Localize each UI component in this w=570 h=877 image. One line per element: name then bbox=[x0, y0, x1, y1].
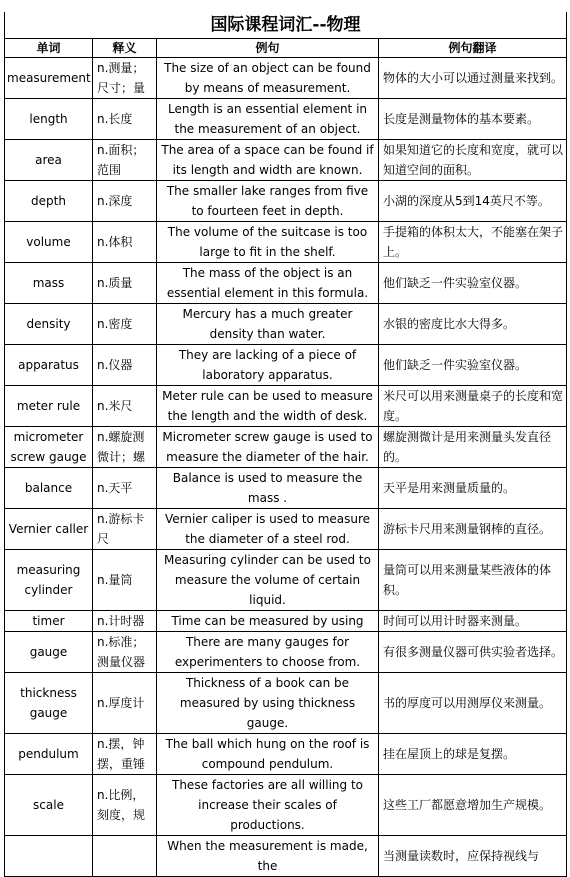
table-row bbox=[5, 673, 567, 734]
definition-cell: n.米尺 bbox=[93, 386, 157, 427]
translation-cell: 挂在屋顶上的球是复摆。 bbox=[379, 734, 567, 775]
translation-cell: 米尺可以用来测量桌子的长度和宽度。 bbox=[379, 386, 567, 427]
word-cell: scale bbox=[5, 775, 93, 836]
word-cell: area bbox=[5, 140, 93, 181]
definition-cell: n.螺旋测微计；螺 bbox=[93, 427, 157, 468]
translation-cell: 时间可以用计时器来测量。 bbox=[379, 611, 567, 632]
example-cell: When the measurement is made, the bbox=[157, 836, 379, 877]
definition-cell: n.测量；尺寸；量 bbox=[93, 58, 157, 99]
table-row bbox=[5, 611, 567, 632]
word-cell: thickness gauge bbox=[5, 673, 93, 734]
definition-cell: n.游标卡尺 bbox=[93, 509, 157, 550]
table-row bbox=[5, 140, 567, 181]
word-cell: mass bbox=[5, 263, 93, 304]
example-cell: The size of an object can be found by means of measurement. bbox=[157, 58, 379, 99]
definition-cell: n.仪器 bbox=[93, 345, 157, 386]
word-cell: micrometer screw gauge bbox=[5, 427, 93, 468]
table-title-row bbox=[5, 12, 567, 39]
definition-cell: n.计时器 bbox=[93, 611, 157, 632]
table-row bbox=[5, 222, 567, 263]
table-row bbox=[5, 304, 567, 345]
word-cell: timer bbox=[5, 611, 93, 632]
word-cell: gauge bbox=[5, 632, 93, 673]
table-title: 国际课程词汇--物理 bbox=[5, 12, 567, 39]
table-row bbox=[5, 550, 567, 611]
translation-cell: 物体的大小可以通过测量来找到。 bbox=[379, 58, 567, 99]
definition-cell: n.摆，钟摆，重锤 bbox=[93, 734, 157, 775]
header-word: 单词 bbox=[5, 39, 93, 58]
table-row bbox=[5, 345, 567, 386]
table-row bbox=[5, 734, 567, 775]
example-cell: The volume of the suitcase is too large to fit in the shelf. bbox=[157, 222, 379, 263]
table-header-row bbox=[5, 39, 567, 58]
definition-cell: n.厚度计 bbox=[93, 673, 157, 734]
word-cell: volume bbox=[5, 222, 93, 263]
translation-cell: 水银的密度比水大得多。 bbox=[379, 304, 567, 345]
table-row bbox=[5, 836, 567, 877]
definition-cell: n.深度 bbox=[93, 181, 157, 222]
definition-cell bbox=[93, 836, 157, 877]
example-cell: These factories are all willing to increase their scales of productions. bbox=[157, 775, 379, 836]
example-cell: The smaller lake ranges from five to fourteen feet in depth. bbox=[157, 181, 379, 222]
word-cell: Vernier caller bbox=[5, 509, 93, 550]
example-cell: There are many gauges for experimenters to choose from. bbox=[157, 632, 379, 673]
table-row bbox=[5, 632, 567, 673]
definition-cell: n.天平 bbox=[93, 468, 157, 509]
translation-cell: 当测量读数时，应保持视线与 bbox=[379, 836, 567, 877]
example-cell: The mass of the object is an essential element in this formula. bbox=[157, 263, 379, 304]
example-cell: They are lacking of a piece of laboratory apparatus. bbox=[157, 345, 379, 386]
word-cell: density bbox=[5, 304, 93, 345]
word-cell: depth bbox=[5, 181, 93, 222]
definition-cell: n.标准；测量仪器 bbox=[93, 632, 157, 673]
word-cell: length bbox=[5, 99, 93, 140]
example-cell: Thickness of a book can be measured by using thickness gauge. bbox=[157, 673, 379, 734]
translation-cell: 量筒可以用来测量某些液体的体积。 bbox=[379, 550, 567, 611]
definition-cell: n.质量 bbox=[93, 263, 157, 304]
table-row bbox=[5, 99, 567, 140]
example-cell: Meter rule can be used to measure the length and the width of desk. bbox=[157, 386, 379, 427]
definition-cell: n.比例，刻度，规 bbox=[93, 775, 157, 836]
table-row bbox=[5, 509, 567, 550]
translation-cell: 游标卡尺用来测量钢棒的直径。 bbox=[379, 509, 567, 550]
translation-cell: 书的厚度可以用测厚仪来测量。 bbox=[379, 673, 567, 734]
translation-cell: 如果知道它的长度和宽度，就可以知道空间的面积。 bbox=[379, 140, 567, 181]
word-cell: measuring cylinder bbox=[5, 550, 93, 611]
table-row bbox=[5, 775, 567, 836]
table-row bbox=[5, 58, 567, 99]
translation-cell: 天平是用来测量质量的。 bbox=[379, 468, 567, 509]
definition-cell: n.面积；范围 bbox=[93, 140, 157, 181]
translation-cell: 小湖的深度从5到14英尺不等。 bbox=[379, 181, 567, 222]
header-example: 例句 bbox=[157, 39, 379, 58]
table-row bbox=[5, 263, 567, 304]
word-cell: balance bbox=[5, 468, 93, 509]
header-translation: 例句翻译 bbox=[379, 39, 567, 58]
word-cell: measurement bbox=[5, 58, 93, 99]
translation-cell: 有很多测量仪器可供实验者选择。 bbox=[379, 632, 567, 673]
translation-cell: 手提箱的体积太大，不能塞在架子上。 bbox=[379, 222, 567, 263]
translation-cell: 他们缺乏一件实验室仪器。 bbox=[379, 345, 567, 386]
example-cell: Mercury has a much greater density than water. bbox=[157, 304, 379, 345]
example-cell: Time can be measured by using bbox=[157, 611, 379, 632]
word-cell: meter rule bbox=[5, 386, 93, 427]
example-cell: Measuring cylinder can be used to measure the volume of certain liquid. bbox=[157, 550, 379, 611]
example-cell: Vernier caliper is used to measure the diameter of a steel rod. bbox=[157, 509, 379, 550]
translation-cell: 长度是测量物体的基本要素。 bbox=[379, 99, 567, 140]
example-cell: Length is an essential element in the measurement of an object. bbox=[157, 99, 379, 140]
table-row bbox=[5, 468, 567, 509]
table-row bbox=[5, 386, 567, 427]
table-row bbox=[5, 181, 567, 222]
example-cell: Micrometer screw gauge is used to measure the diameter of the hair. bbox=[157, 427, 379, 468]
definition-cell: n.量筒 bbox=[93, 550, 157, 611]
translation-cell: 他们缺乏一件实验室仪器。 bbox=[379, 263, 567, 304]
example-cell: The area of a space can be found if its length and width are known. bbox=[157, 140, 379, 181]
definition-cell: n.体积 bbox=[93, 222, 157, 263]
definition-cell: n.长度 bbox=[93, 99, 157, 140]
translation-cell: 螺旋测微计是用来测量头发直径的。 bbox=[379, 427, 567, 468]
example-cell: The ball which hung on the roof is compound pendulum. bbox=[157, 734, 379, 775]
vocabulary-table bbox=[4, 12, 567, 877]
word-cell: pendulum bbox=[5, 734, 93, 775]
table-row bbox=[5, 427, 567, 468]
example-cell: Balance is used to measure the mass . bbox=[157, 468, 379, 509]
definition-cell: n.密度 bbox=[93, 304, 157, 345]
translation-cell: 这些工厂都愿意增加生产规模。 bbox=[379, 775, 567, 836]
word-cell bbox=[5, 836, 93, 877]
word-cell: apparatus bbox=[5, 345, 93, 386]
header-definition: 释义 bbox=[93, 39, 157, 58]
